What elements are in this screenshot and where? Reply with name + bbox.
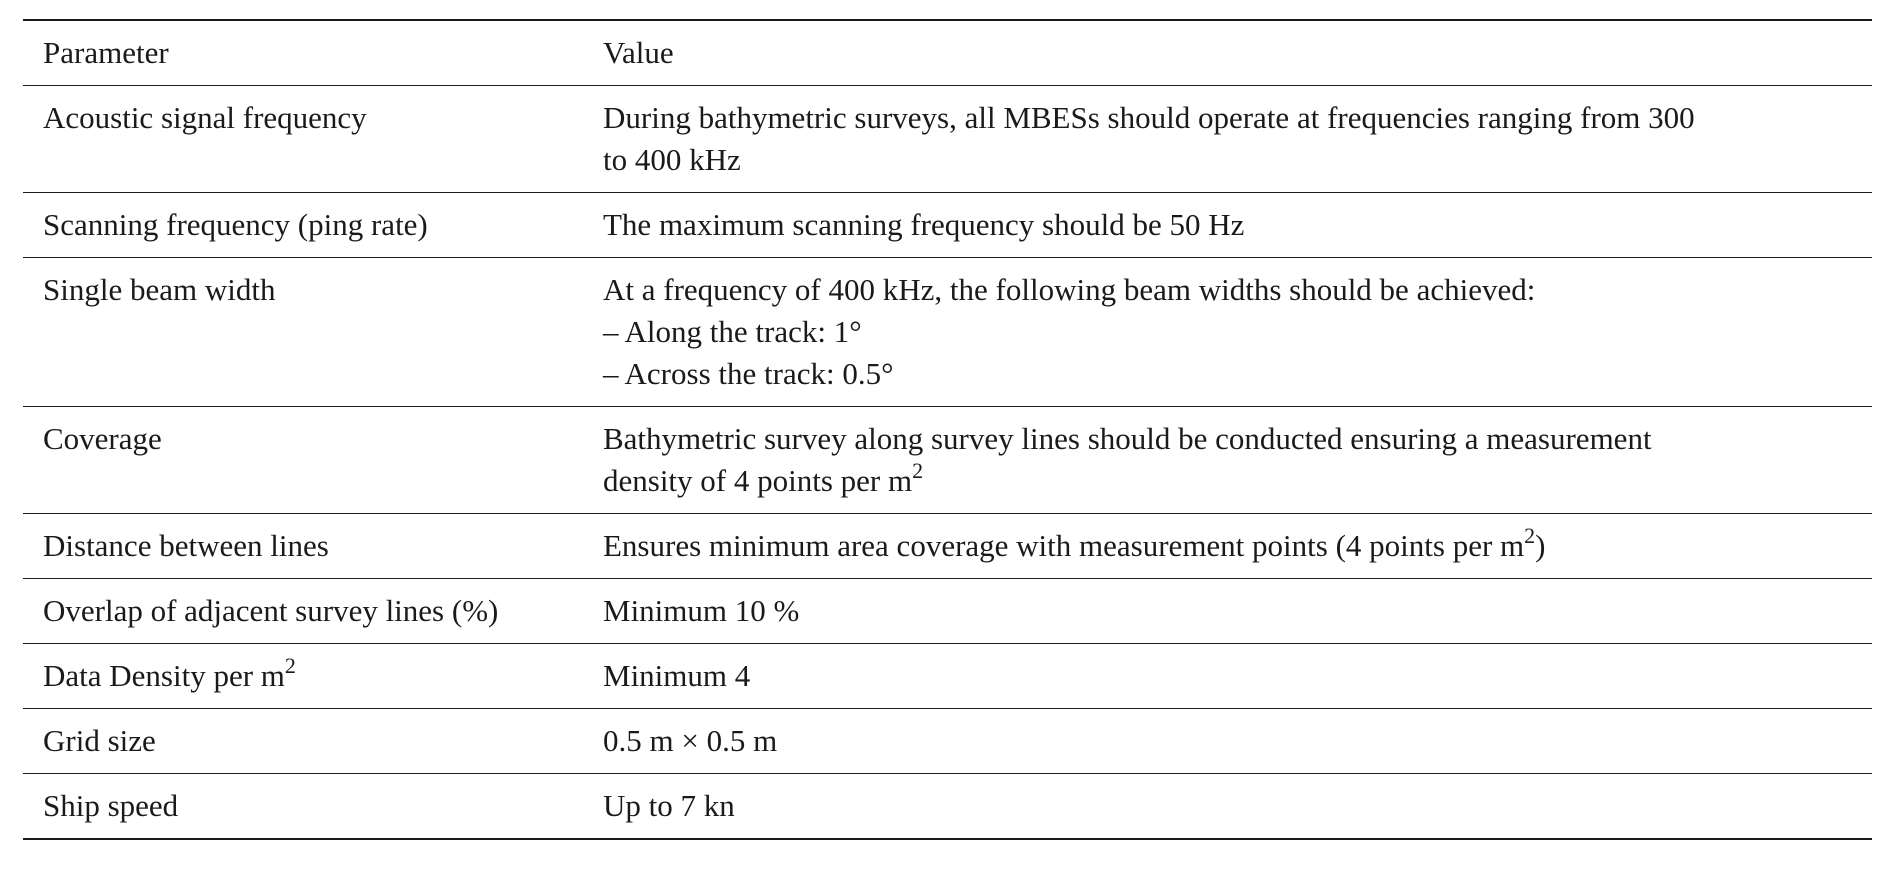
row-parameter: Ship speed <box>43 788 179 823</box>
value-line-with-sup <box>603 522 1862 567</box>
row-parameter: Single beam width <box>43 272 276 307</box>
value-line: Up to 7 kn <box>603 788 735 823</box>
row-value <box>583 407 1872 514</box>
row-parameter: Scanning frequency (ping rate) <box>43 207 428 242</box>
value-text-post: ) <box>1535 528 1546 563</box>
row-value <box>583 774 1872 840</box>
value-line: Bathymetric survey along survey lines should be conducted ensuring a measurement <box>603 421 1652 456</box>
value-line: – Along the track: 1° <box>603 314 862 349</box>
value-line: 0.5 m × 0.5 m <box>603 723 778 758</box>
parameter-text: Data Density per m <box>43 658 285 693</box>
header-value: Value <box>603 35 674 70</box>
row-value <box>583 86 1872 193</box>
table-row <box>23 644 1872 709</box>
value-text-pre: Ensures minimum area coverage with measurement points (4 points per m <box>603 528 1525 563</box>
row-parameter: Grid size <box>43 723 156 758</box>
header-parameter: Parameter <box>43 35 169 70</box>
row-parameter: Acoustic signal frequency <box>43 100 367 135</box>
value-line-with-sup <box>603 457 1862 502</box>
row-value <box>583 193 1872 258</box>
table-body <box>23 86 1872 840</box>
row-parameter: Distance between lines <box>43 528 329 563</box>
table-header <box>23 20 1872 86</box>
table-row <box>23 774 1872 840</box>
row-value <box>583 709 1872 774</box>
value-line: At a frequency of 400 kHz, the following beam widths should be achieved: <box>603 272 1536 307</box>
table-row <box>23 579 1872 644</box>
row-parameter: Overlap of adjacent survey lines (%) <box>43 593 499 628</box>
superscript: 2 <box>912 457 924 483</box>
row-parameter: Coverage <box>43 421 162 456</box>
header-row <box>23 20 1872 86</box>
value-line: – Across the track: 0.5° <box>603 356 894 391</box>
row-value <box>583 514 1872 579</box>
table-row <box>23 407 1872 514</box>
value-line: During bathymetric surveys, all MBESs should operate at frequencies ranging from 300 <box>603 100 1695 135</box>
value-line: to 400 kHz <box>603 142 741 177</box>
row-value <box>583 644 1872 709</box>
parameter-table <box>23 19 1872 840</box>
superscript: 2 <box>284 652 296 678</box>
value-line: The maximum scanning frequency should be 50 Hz <box>603 207 1245 242</box>
row-value <box>583 258 1872 407</box>
row-value <box>583 579 1872 644</box>
value-line: Minimum 4 <box>603 658 751 693</box>
table-row <box>23 514 1872 579</box>
value-line: Minimum 10 % <box>603 593 800 628</box>
table-row <box>23 86 1872 193</box>
superscript: 2 <box>1524 522 1536 548</box>
value-line-text: density of 4 points per m <box>603 463 913 498</box>
row-parameter-with-sup <box>23 644 583 709</box>
parameter-table-container <box>23 19 1872 840</box>
table-row <box>23 193 1872 258</box>
table-row <box>23 258 1872 407</box>
table-row <box>23 709 1872 774</box>
